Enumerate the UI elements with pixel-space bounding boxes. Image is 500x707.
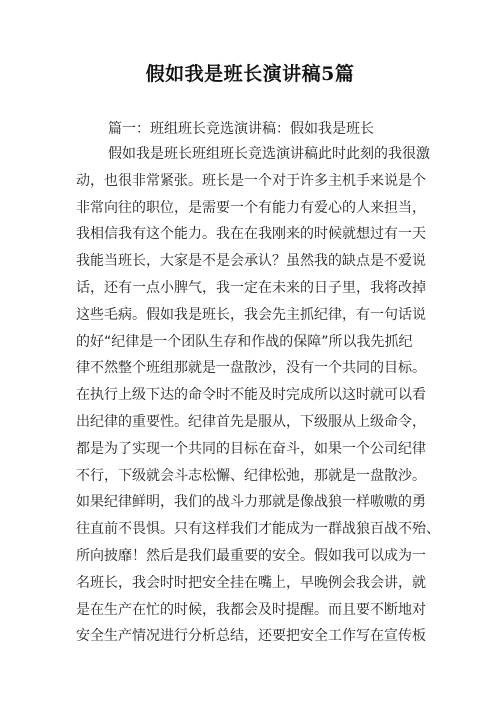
text-line: 在执行上级下达的命令时不能及时完成所以这时就可以看: [76, 387, 426, 404]
text-line: 往直前不畏惧。只有这样我们才能成为一群战狼百战不殆、: [76, 521, 440, 538]
text-line: 都是为了实现一个共同的目标在奋斗，如果一个公司纪律: [76, 440, 426, 457]
document-title: 假如我是班长演讲稿5篇: [145, 63, 355, 85]
text-line: 的好“纪律是一个团队生存和作战的保障”所以我先抓纪: [76, 333, 413, 350]
text-line: 如果纪律鲜明，我们的战斗力那就是像战狼一样嗷嗷的勇: [76, 494, 426, 511]
text-line: 所向披靡！然后是我们最重要的安全。假如我可以成为一: [76, 547, 426, 564]
section-heading: 篇一：班组班长竞选演讲稿：假如我是班长: [108, 121, 374, 137]
text-line: 我相信我有这个能力。我在在我刚来的时候就想过有一天: [76, 226, 426, 243]
text-line: 动，也很非常紧张。班长是一个对于许多主机手来说是个: [76, 172, 426, 189]
text-line: 不行，下级就会斗志松懈、纪律松弛，那就是一盘散沙。: [76, 467, 426, 484]
text-line: 我能当班长，大家是不是会承认？虽然我的缺点是不爱说: [76, 253, 426, 270]
text-line: 话，还有一点小脾气，我一定在未来的日子里，我将改掉: [76, 279, 426, 296]
text-line: 非常向往的职位，是需要一个有能力有爱心的人来担当，: [76, 199, 426, 216]
text-line: 出纪律的重要性。纪律首先是服从，下级服从上级命令，: [76, 413, 426, 430]
text-line: 这些毛病。假如我是班长，我会先主抓纪律，有一句话说: [76, 306, 426, 323]
text-line: 安全生产情况进行分析总结，还要把安全工作写在宣传板: [76, 628, 426, 645]
text-line: 律不然整个班组那就是一盘散沙，没有一个共同的目标。: [76, 360, 426, 377]
text-line: 是在生产在忙的时候，我都会及时提醒。而且要不断地对: [76, 601, 426, 618]
text-line: 名班长，我会时时把安全挂在嘴上，早晚例会我会讲，就: [76, 574, 426, 591]
body-paragraph: [76, 141, 440, 650]
text-line: 假如我是班长班组班长竞选演讲稿此时此刻的我很激: [108, 146, 430, 162]
